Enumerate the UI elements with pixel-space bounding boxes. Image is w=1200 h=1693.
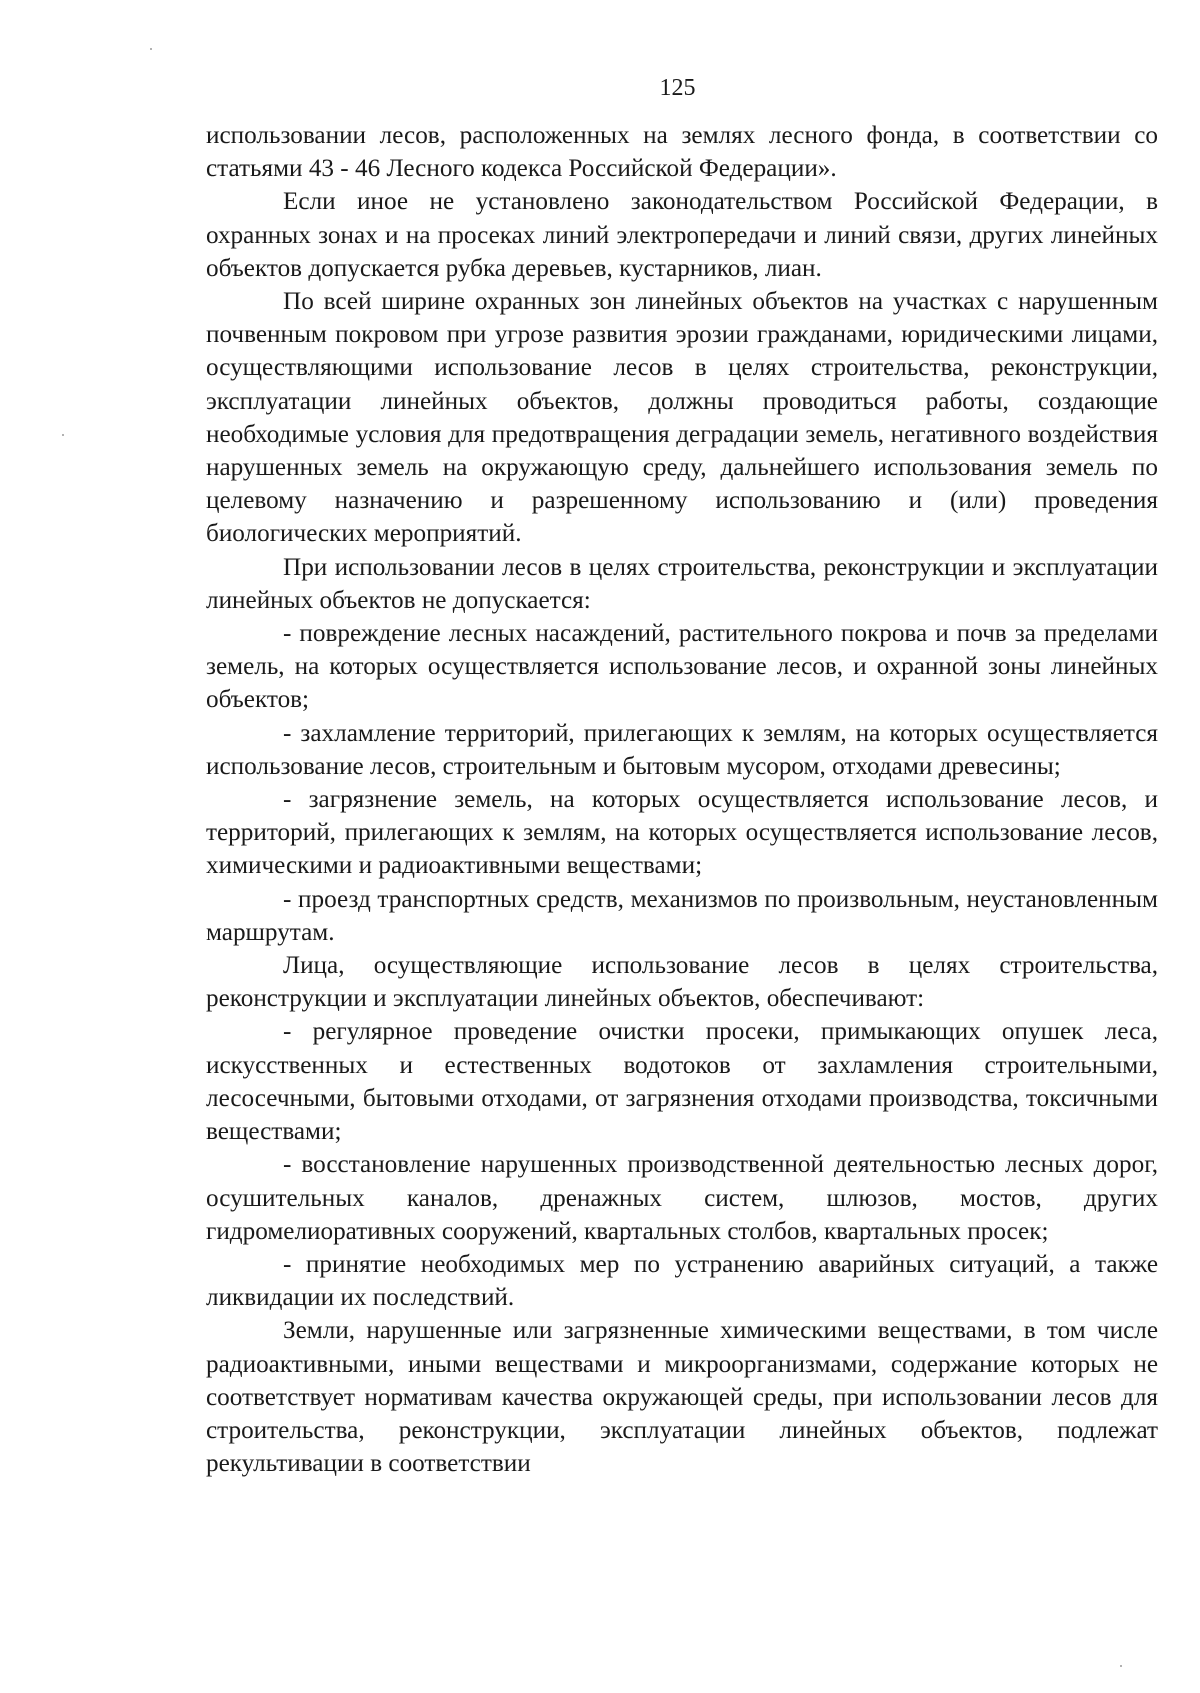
paragraph-6: Земли, нарушенные или загрязненные химическими веществами, в том числе радиоактивными, иными веществами и микроорганизмами, содержание которых не соответствует нормативам качества окружающей среды, при использовании лесов для строительства, реконструкции, эксплуатации линейных объектов, подлежат рекультивации в соответствии — [206, 1317, 1158, 1478]
list-item-2: - захламление территорий, прилегающих к землям, на которых осуществляется использование лесов, строительным и бытовым мусором, отходами древесины; — [206, 719, 1158, 780]
paragraph-2: Если иное не установлено законодательством Российской Федерации, в охранных зонах и на просеках линий электропередачи и линий связи, других линейных объектов допускается рубка деревьев, кустарников, лиан. — [206, 188, 1158, 282]
paragraph-3: По всей ширине охранных зон линейных объектов на участках с нарушенным почвенным покровом при угрозе развития эрозии гражданами, юридическими лицами, осуществляющими использование лесов в целях строительства, реконструкции, эксплуатации линейных объектов, должны проводиться работы, создающие необходимые условия для предотвращения деградации земель, негативного воздействия нарушенных земель на окружающую среду, дальнейшего использования земель по целевому назначению и разрешенному использованию и (или) проведения биологических мероприятий. — [206, 288, 1158, 548]
list-item-1: - повреждение лесных насаждений, растительного покрова и почв за пределами земель, на которых осуществляется использование лесов, и охранной зоны линейных объектов; — [206, 620, 1158, 714]
paragraph-5: Лица, осуществляющие использование лесов в целях строительства, реконструкции и эксплуатации линейных объектов, обеспечивают: — [206, 952, 1158, 1013]
scan-speck — [62, 434, 64, 436]
document-body — [206, 119, 1158, 1480]
scan-speck — [150, 48, 152, 50]
scan-speck — [1120, 1665, 1122, 1667]
list-item-7: - принятие необходимых мер по устранению аварийных ситуаций, а также ликвидации их последствий. — [206, 1250, 1158, 1312]
list-item-6: - восстановление нарушенных производственной деятельностью лесных дорог, осушительных каналов, дренажных систем, шлюзов, мостов, других гидромелиоративных сооружений, квартальных столбов, квартальных просек; — [206, 1151, 1158, 1245]
list-item-5: - регулярное проведение очистки просеки, примыкающих опушек леса, искусственных и естественных водотоков от захламления строительными, лесосечными, бытовыми отходами, от загрязнения отходами производства, токсичными веществами; — [206, 1018, 1158, 1146]
list-item-4: - проезд транспортных средств, механизмов по произвольным, неустановленным маршрутам. — [206, 885, 1158, 946]
list-item-3: - загрязнение земель, на которых осуществляется использование лесов, и территорий, прилегающих к землям, на которых осуществляется использование лесов, химическими и радиоактивными веществами; — [206, 786, 1158, 880]
paragraph-1: использовании лесов, расположенных на землях лесного фонда, в соответствии со статьями 43 - 46 Лесного кодекса Российской Федерации». — [206, 122, 1158, 183]
page-number: 125 — [659, 75, 696, 101]
paragraph-4: При использовании лесов в целях строительства, реконструкции и эксплуатации линейных объектов не допускается: — [206, 553, 1158, 614]
